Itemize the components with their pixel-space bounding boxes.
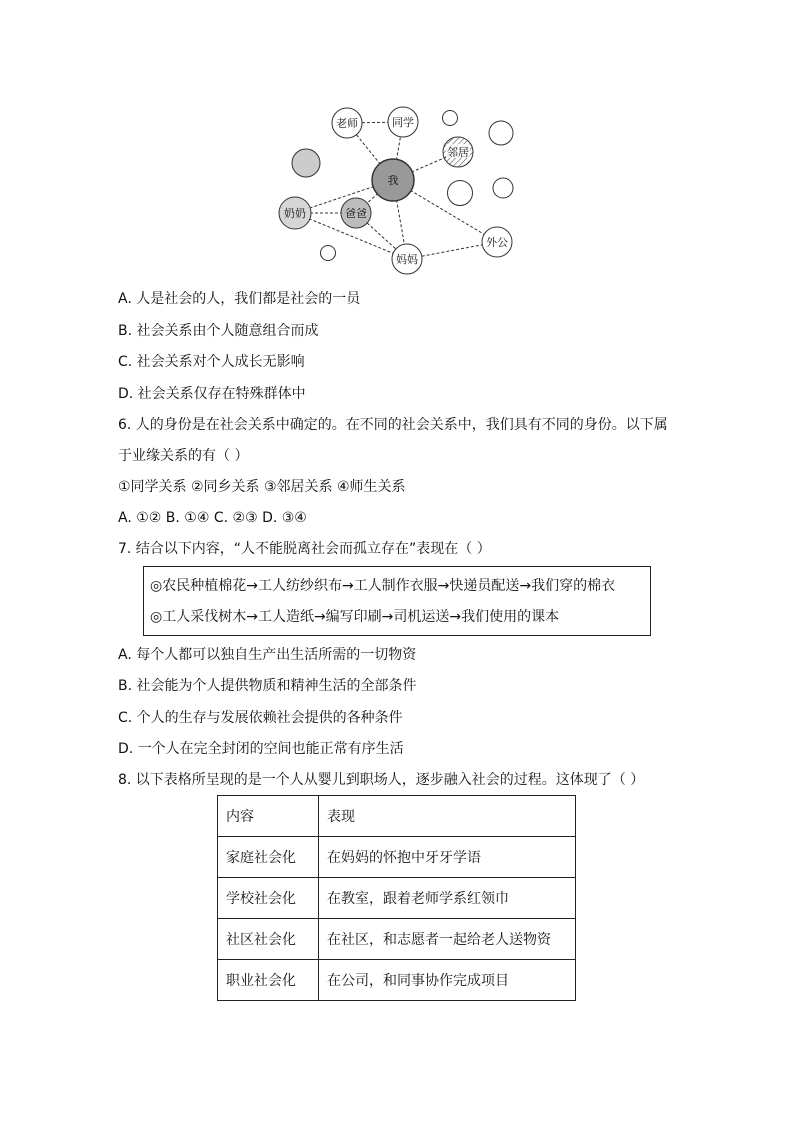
q7-option-d: D. 一个人在完全封闭的空间也能正常有序生活 [118,741,404,757]
node-teacher-label: 老师 [336,117,358,130]
q8-stem: 8. 以下表格所呈现的是一个人从婴儿到职场人，逐步融入社会的过程。这体现了（ ） [118,772,645,788]
empty-circle [489,121,513,145]
table-row [218,960,576,1001]
table-row [218,919,576,960]
q5-option-a: A. 人是社会的人，我们都是社会的一员 [118,291,361,307]
diagram-svg [270,100,530,280]
node-classmate-label: 同学 [392,116,414,129]
empty-circle [448,181,473,206]
node-neighbor [443,137,473,167]
table-header-cell: 内容 [218,796,319,837]
node-grandma [279,197,311,229]
table-row [218,837,576,878]
table-cell: 在社区，和志愿者一起给老人送物资 [319,919,576,960]
node-mom [392,244,422,274]
table-header-row [218,796,576,837]
table-cell: 在教室，跟着老师学系红领巾 [319,878,576,919]
node-dad-label: 爸爸 [345,207,367,220]
table-cell: 家庭社会化 [218,837,319,878]
q7-stem: 7. 结合以下内容，“人不能脱离社会而孤立存在”表现在（ ） [118,541,491,557]
table-cell: 在妈妈的怀抱中牙牙学语 [319,837,576,878]
node-neighbor-label: 邻居 [447,146,469,159]
empty-circle [493,178,513,198]
table-cell: 学校社会化 [218,878,319,919]
table-header-cell: 表现 [319,796,576,837]
q7-option-a: A. 每个人都可以独自生产出生活所需的一切物资 [118,647,417,663]
q5-option-c: C. 社会关系对个人成长无影响 [118,354,305,370]
node-grandpa-label: 外公 [486,236,508,249]
empty-circle [321,246,336,261]
q7-material-box [143,566,651,636]
q8-table [217,795,576,1001]
q7-box-line2: ◎工人采伐树木→工人造纸→编写印刷→司机运送→我们使用的课本 [150,609,560,625]
q6-items: ①同学关系 ②同乡关系 ③邻居关系 ④师生关系 [118,479,406,495]
q7-option-b: B. 社会能为个人提供物质和精神生活的全部条件 [118,678,417,694]
table-cell: 职业社会化 [218,960,319,1001]
node-mom-label: 妈妈 [396,253,418,266]
q7-option-c: C. 个人的生存与发展依赖社会提供的各种条件 [118,710,403,726]
table-cell: 社区社会化 [218,919,319,960]
q7-box-line1: ◎农民种植棉花→工人纺纱织布→工人制作衣服→快递员配送→我们穿的棉衣 [150,578,616,594]
node-grandma-label: 奶奶 [284,207,306,220]
q6-stem-line1: 6. 人的身份是在社会关系中确定的。在不同的社会关系中，我们具有不同的身份。以下属 [118,417,668,433]
q5-option-d: D. 社会关系仅存在特殊群体中 [118,386,306,402]
social-relations-diagram [270,100,530,280]
table-cell: 在公司，和同事协作完成项目 [319,960,576,1001]
q6-options: A. ①② B. ①④ C. ②③ D. ③④ [118,510,307,526]
node-dad [341,198,371,228]
node-teacher [332,108,362,138]
gray-circle [292,149,320,177]
q5-option-b: B. 社会关系由个人随意组合而成 [118,323,319,339]
node-grandpa [482,227,512,257]
node-me [372,159,414,201]
q6-stem-line2: 于业缘关系的有（ ） [118,448,249,464]
node-me-label: 我 [387,174,399,187]
table-row [218,878,576,919]
node-classmate [388,107,418,137]
empty-circle [443,111,458,126]
